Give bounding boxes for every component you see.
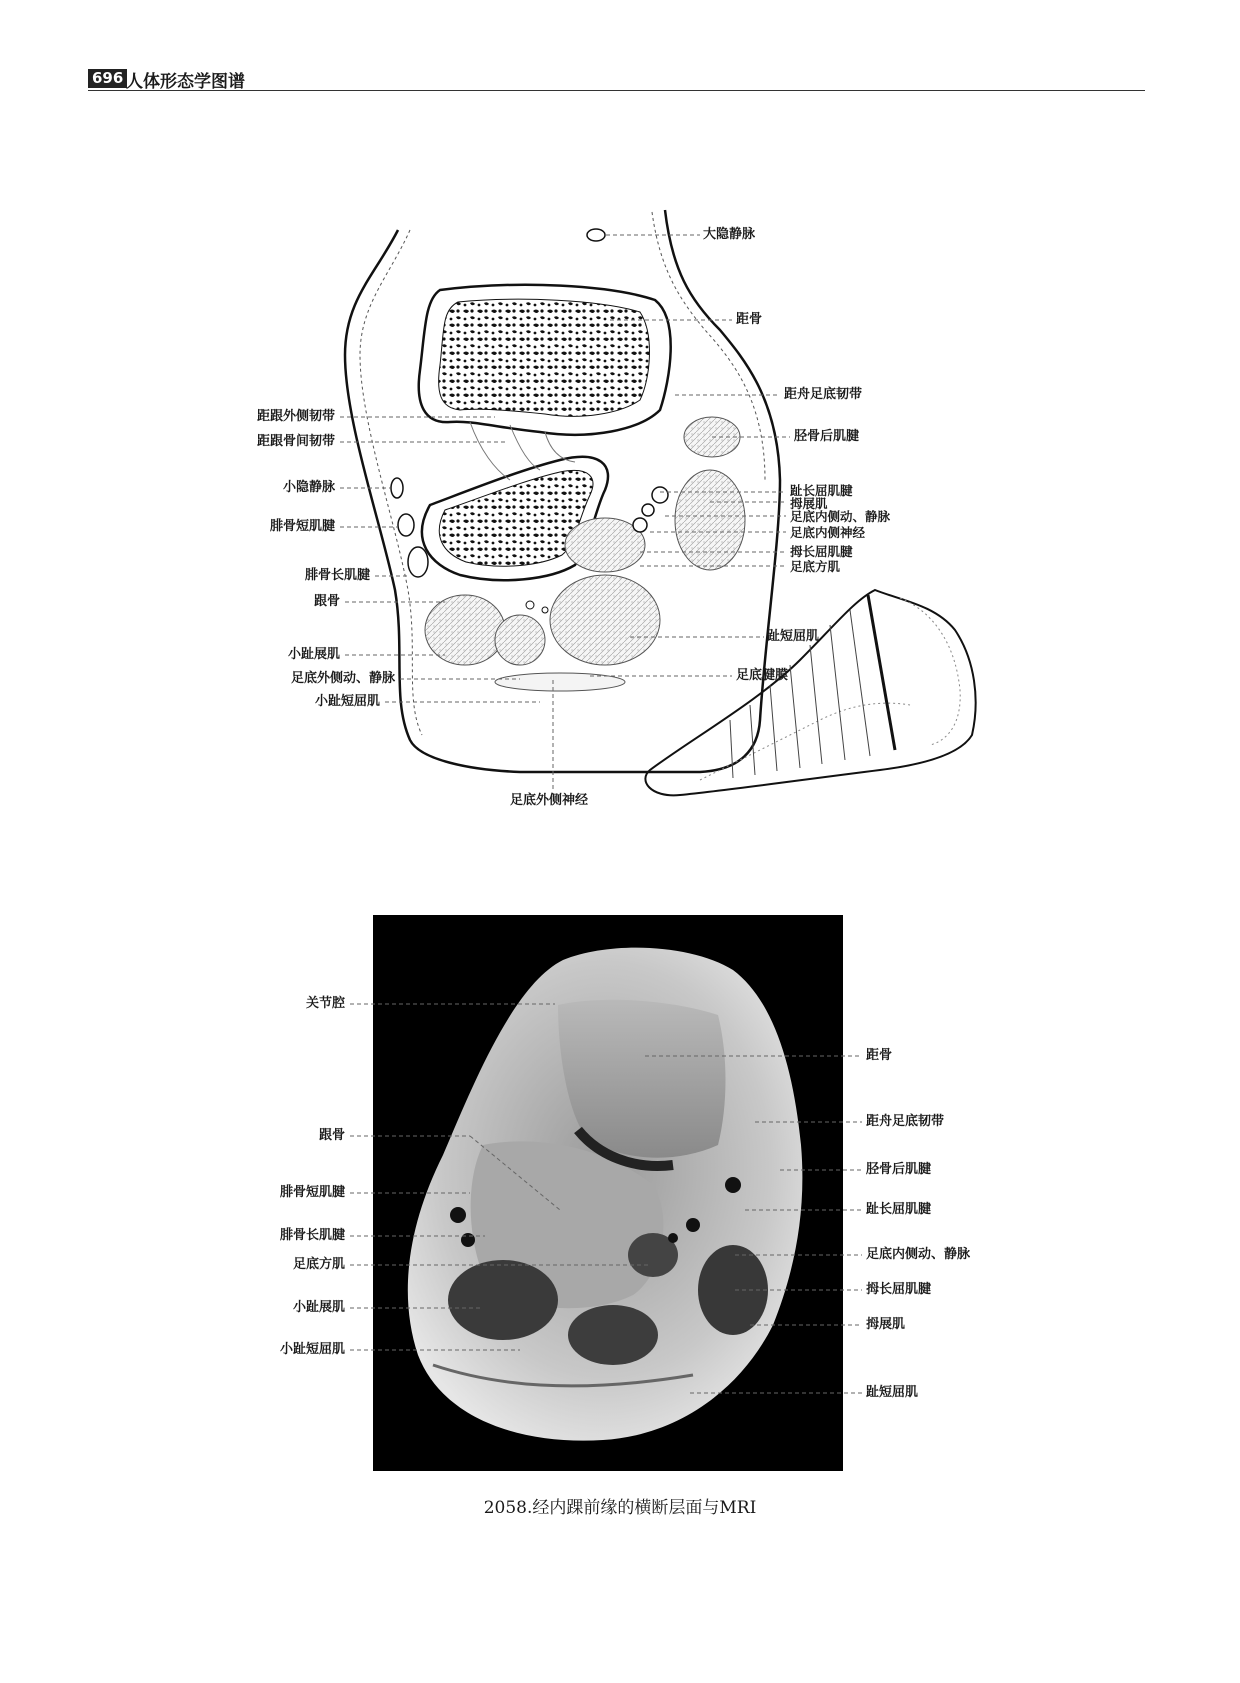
label-abductor-hallucis: 拇展肌	[790, 496, 828, 511]
label-interosseous-talocalcaneal-ligament: 距跟骨间韧带	[256, 434, 335, 449]
page-number: 696	[88, 69, 127, 88]
mri-label-abductor-digiti-minimi: 小趾展肌	[292, 1300, 345, 1315]
label-tibialis-posterior-tendon: 胫骨后肌腱	[794, 429, 860, 444]
label-plantar-calcaneonavicular-ligament: 距舟足底韧带	[784, 387, 863, 402]
mri-label-peroneus-longus-tendon: 腓骨长肌腱	[279, 1228, 345, 1243]
mri-label-peroneus-brevis-tendon: 腓骨短肌腱	[279, 1185, 345, 1200]
label-calcaneus: 跟骨	[313, 594, 340, 609]
mri-label-quadratus-plantae: 足底方肌	[292, 1257, 345, 1272]
label-flexor-digitorum-brevis: 趾短屈肌	[767, 629, 820, 644]
label-plantar-aponeurosis: 足底腱膜	[736, 668, 789, 683]
label-medial-plantar-vessels: 足底内侧动、静脉	[790, 509, 891, 524]
figure-caption: 2058.经内踝前缘的横断层面与MRI	[483, 1498, 757, 1518]
label-lateral-talocalcaneal-ligament: 距跟外侧韧带	[256, 409, 335, 424]
mri-label-talus: 距骨	[866, 1048, 893, 1063]
mri-label-medial-plantar-vessels: 足底内侧动、静脉	[866, 1247, 971, 1262]
book-title: 人体形态学图谱	[126, 72, 245, 92]
label-peroneus-brevis-tendon: 腓骨短肌腱	[269, 519, 335, 534]
mri-label-tibialis-posterior-tendon: 胫骨后肌腱	[866, 1162, 932, 1177]
mri-label-flexor-digiti-minimi-brevis: 小趾短屈肌	[279, 1342, 345, 1357]
label-lateral-plantar-vessels: 足底外侧动、静脉	[290, 671, 395, 686]
label-abductor-digiti-minimi: 小趾展肌	[287, 647, 340, 662]
mri-label-joint-cavity: 关节腔	[305, 996, 345, 1011]
label-medial-plantar-nerve: 足底内侧神经	[790, 525, 866, 540]
label-peroneus-longus-tendon: 腓骨长肌腱	[304, 568, 370, 583]
label-flexor-hallucis-longus-tendon: 拇长屈肌腱	[790, 544, 853, 559]
label-flexor-digiti-minimi-brevis: 小趾短屈肌	[314, 694, 380, 709]
label-quadratus-plantae: 足底方肌	[790, 559, 841, 574]
mri-label-flexor-digitorum-brevis: 趾短屈肌	[866, 1385, 919, 1400]
label-small-saphenous-vein: 小隐静脉	[282, 480, 335, 495]
label-lateral-plantar-nerve: 足底外侧神经	[510, 793, 589, 808]
mri-label-abductor-hallucis: 拇展肌	[866, 1317, 906, 1332]
label-great-saphenous-vein: 大隐静脉	[703, 227, 756, 242]
mri-label-calcaneus: 跟骨	[318, 1128, 345, 1143]
label-flexor-digitorum-longus-tendon: 趾长屈肌腱	[790, 483, 853, 498]
mri-label-flexor-hallucis-longus-tendon: 拇长屈肌腱	[866, 1282, 932, 1297]
mri-label-plantar-calcaneonavicular-ligament: 距舟足底韧带	[866, 1114, 945, 1129]
mri-label-flexor-digitorum-longus-tendon: 趾长屈肌腱	[866, 1202, 932, 1217]
label-talus: 距骨	[736, 312, 763, 327]
